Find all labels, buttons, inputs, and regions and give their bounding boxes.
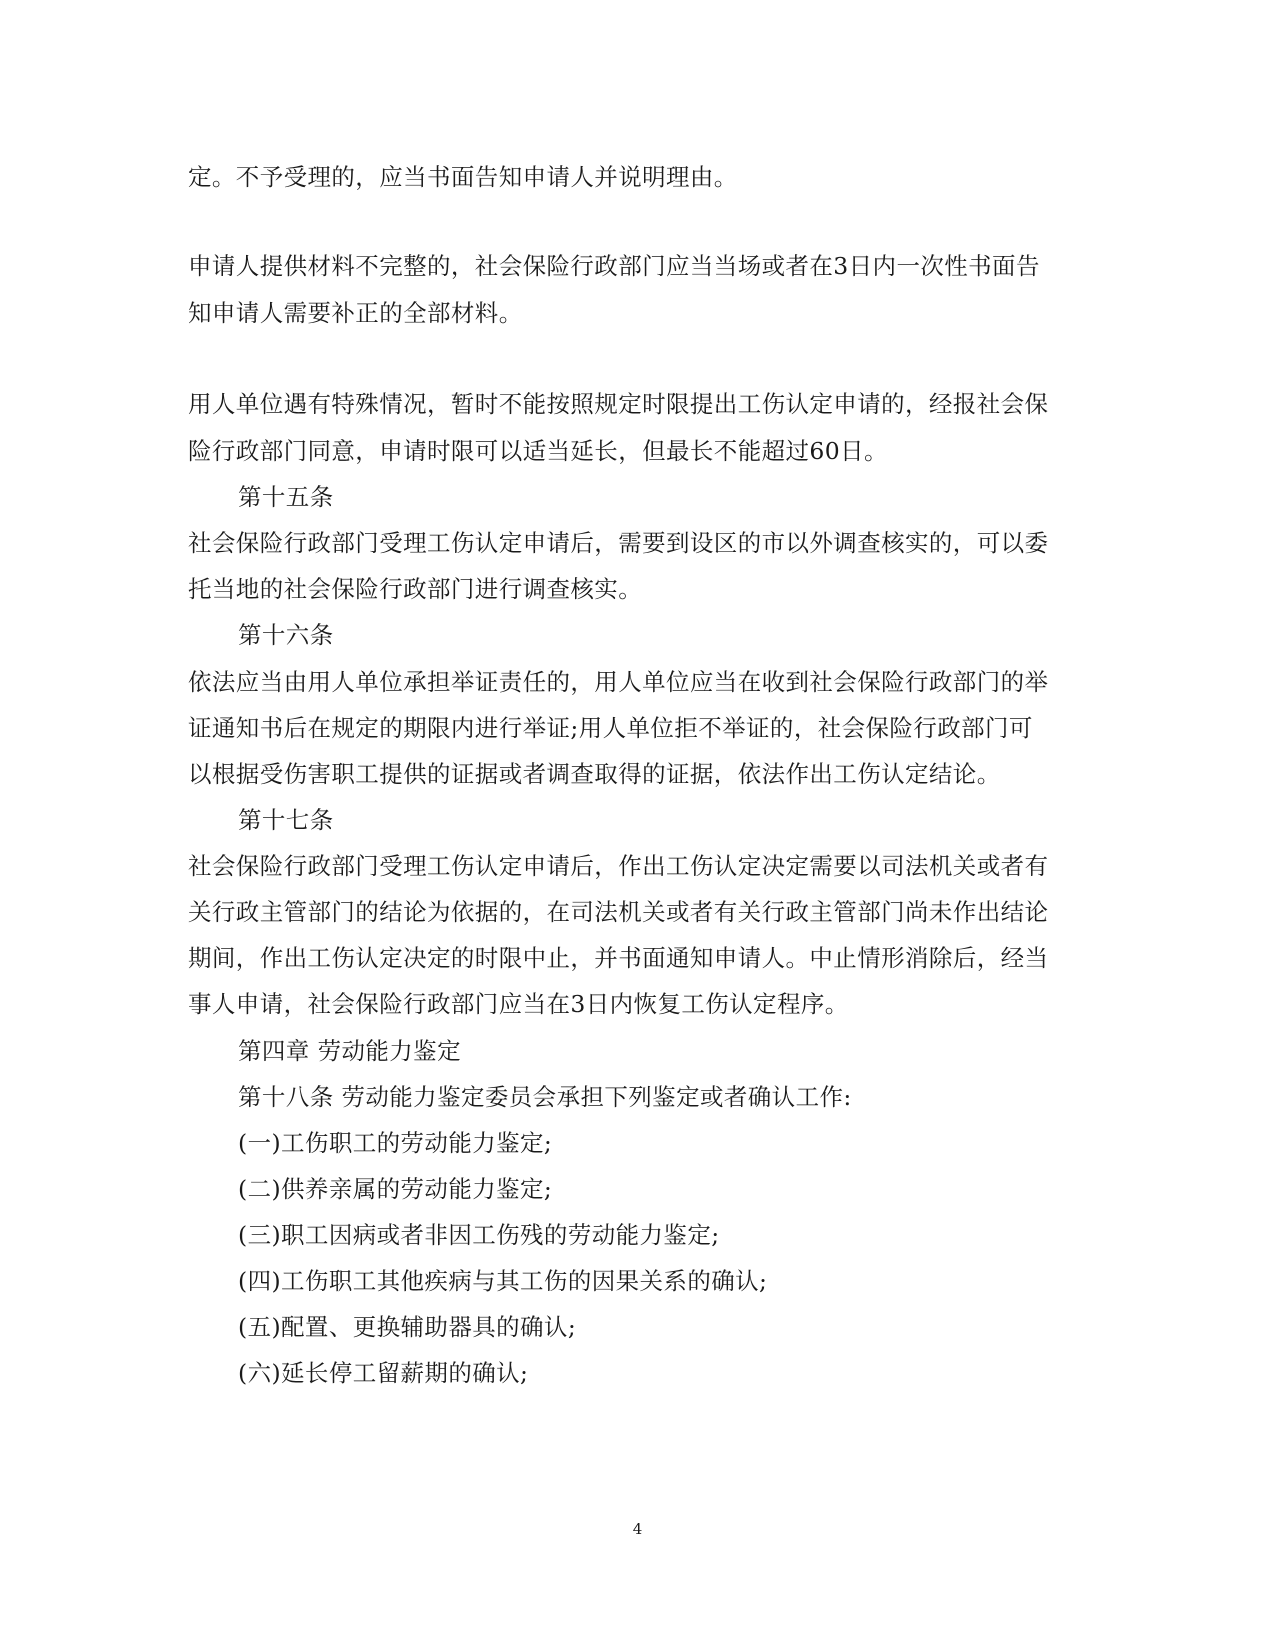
paragraph-line: 关行政主管部门的结论为依据的，在司法机关或者有关行政主管部门尚未作出结论: [188, 898, 1049, 926]
paragraph-line: 托当地的社会保险行政部门进行调查核实。: [188, 575, 643, 603]
paragraph-line: 以根据受伤害职工提供的证据或者调查取得的证据，依法作出工伤认定结论。: [188, 760, 1001, 788]
paragraph-line: 申请人提供材料不完整的，社会保险行政部门应当当场或者在3日内一次性书面告: [188, 252, 1040, 280]
list-item: (四)工伤职工其他疾病与其工伤的因果关系的确认;: [238, 1267, 768, 1295]
paragraph-line: 用人单位遇有特殊情况，暂时不能按照规定时限提出工伤认定申请的，经报社会保: [188, 390, 1049, 418]
paragraph-line: 依法应当由用人单位承担举证责任的，用人单位应当在收到社会保险行政部门的举: [188, 668, 1049, 696]
list-item: (二)供养亲属的劳动能力鉴定;: [238, 1175, 553, 1203]
paragraph-line: 期间，作出工伤认定决定的时限中止，并书面通知申请人。中止情形消除后，经当: [188, 944, 1049, 972]
paragraph-line: 定。不予受理的，应当书面告知申请人并说明理由。: [188, 163, 738, 191]
list-item: (一)工伤职工的劳动能力鉴定;: [238, 1129, 553, 1157]
paragraph-line: 事人申请，社会保险行政部门应当在3日内恢复工伤认定程序。: [188, 990, 849, 1018]
list-item: (六)延长停工留薪期的确认;: [238, 1359, 529, 1387]
article-heading: 第十五条: [238, 483, 334, 511]
article-heading: 第十六条: [238, 621, 334, 649]
list-item: (五)配置、更换辅助器具的确认;: [238, 1313, 577, 1341]
article-heading: 第十七条: [238, 806, 334, 834]
paragraph-line: 险行政部门同意，申请时限可以适当延长，但最长不能超过60日。: [188, 437, 888, 465]
list-item: (三)职工因病或者非因工伤残的劳动能力鉴定;: [238, 1221, 720, 1249]
paragraph-line: 知申请人需要补正的全部材料。: [188, 299, 523, 327]
page-number: 4: [632, 1520, 643, 1538]
paragraph-line: 社会保险行政部门受理工伤认定申请后，作出工伤认定决定需要以司法机关或者有: [188, 852, 1049, 880]
paragraph-line: 证通知书后在规定的期限内进行举证;用人单位拒不举证的，社会保险行政部门可: [188, 714, 1033, 742]
paragraph-line: 社会保险行政部门受理工伤认定申请后，需要到设区的市以外调查核实的，可以委: [188, 529, 1049, 557]
chapter-heading: 第四章 劳动能力鉴定: [238, 1037, 461, 1065]
article-heading: 第十八条 劳动能力鉴定委员会承担下列鉴定或者确认工作:: [238, 1083, 852, 1111]
